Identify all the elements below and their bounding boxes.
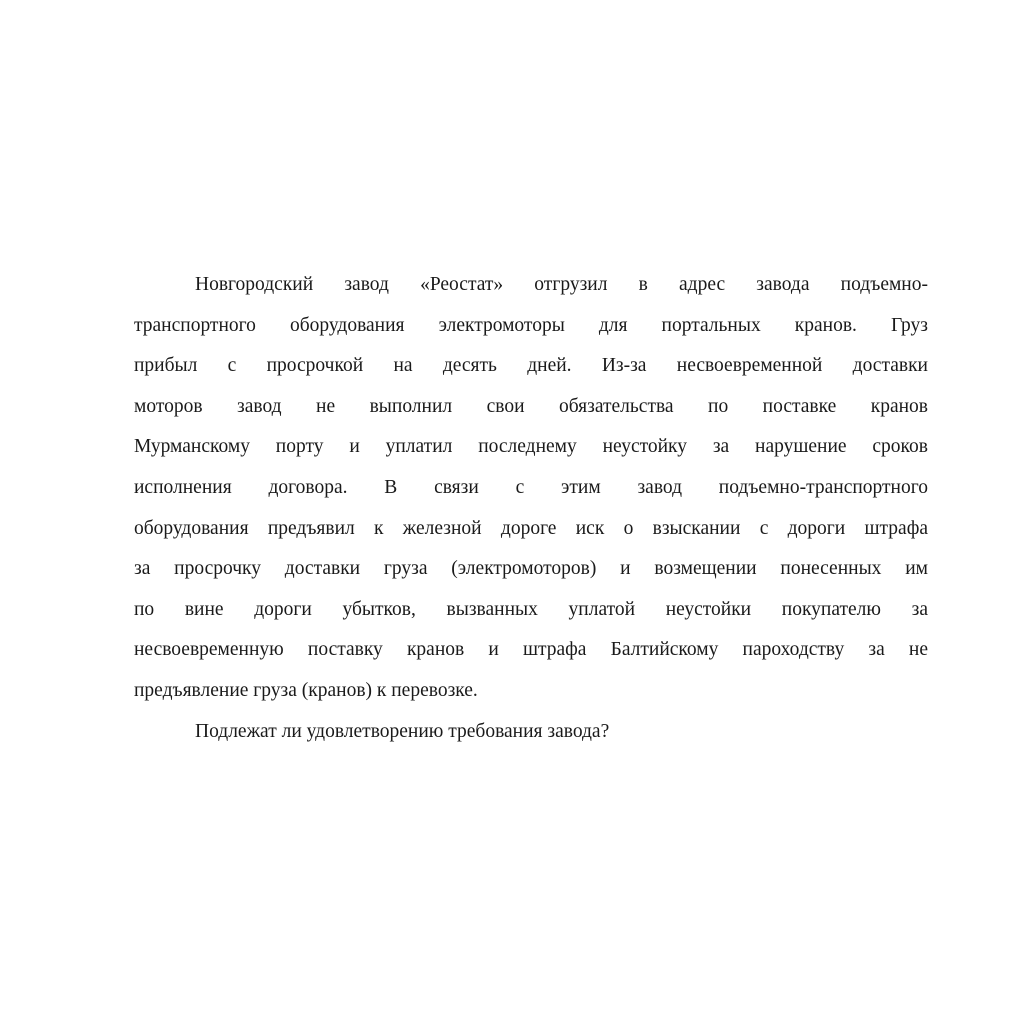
text-line: Мурманскому порту и уплатил последнему неустойку за нарушение сроков bbox=[134, 436, 928, 458]
question-paragraph: Подлежат ли удовлетворению требования завода? bbox=[195, 720, 610, 742]
text-line: предъявление груза (кранов) к перевозке. bbox=[134, 679, 478, 701]
text-line: несвоевременную поставку кранов и штрафа Балтийскому пароходству за не bbox=[134, 639, 928, 661]
case-paragraph bbox=[134, 268, 928, 715]
text-line: прибыл с просрочкой на десять дней. Из-за несвоевременной доставки bbox=[134, 355, 928, 377]
text-line: за просрочку доставки груза (электромоторов) и возмещении понесенных им bbox=[134, 558, 928, 580]
text-line: транспортного оборудования электромоторы для портальных кранов. Груз bbox=[134, 314, 928, 336]
text-line: оборудования предъявил к железной дороге иск о взыскании с дороги штрафа bbox=[134, 517, 928, 539]
document-page bbox=[134, 268, 928, 755]
text-line: моторов завод не выполнил свои обязательства по поставке кранов bbox=[134, 395, 928, 417]
text-line: Новгородский завод «Реостат» отгрузил в адрес завода подъемно- bbox=[195, 274, 928, 295]
text-line: исполнения договора. В связи с этим завод подъемно-транспортного bbox=[134, 476, 928, 498]
text-line: по вине дороги убытков, вызванных уплатой неустойки покупателю за bbox=[134, 598, 928, 620]
